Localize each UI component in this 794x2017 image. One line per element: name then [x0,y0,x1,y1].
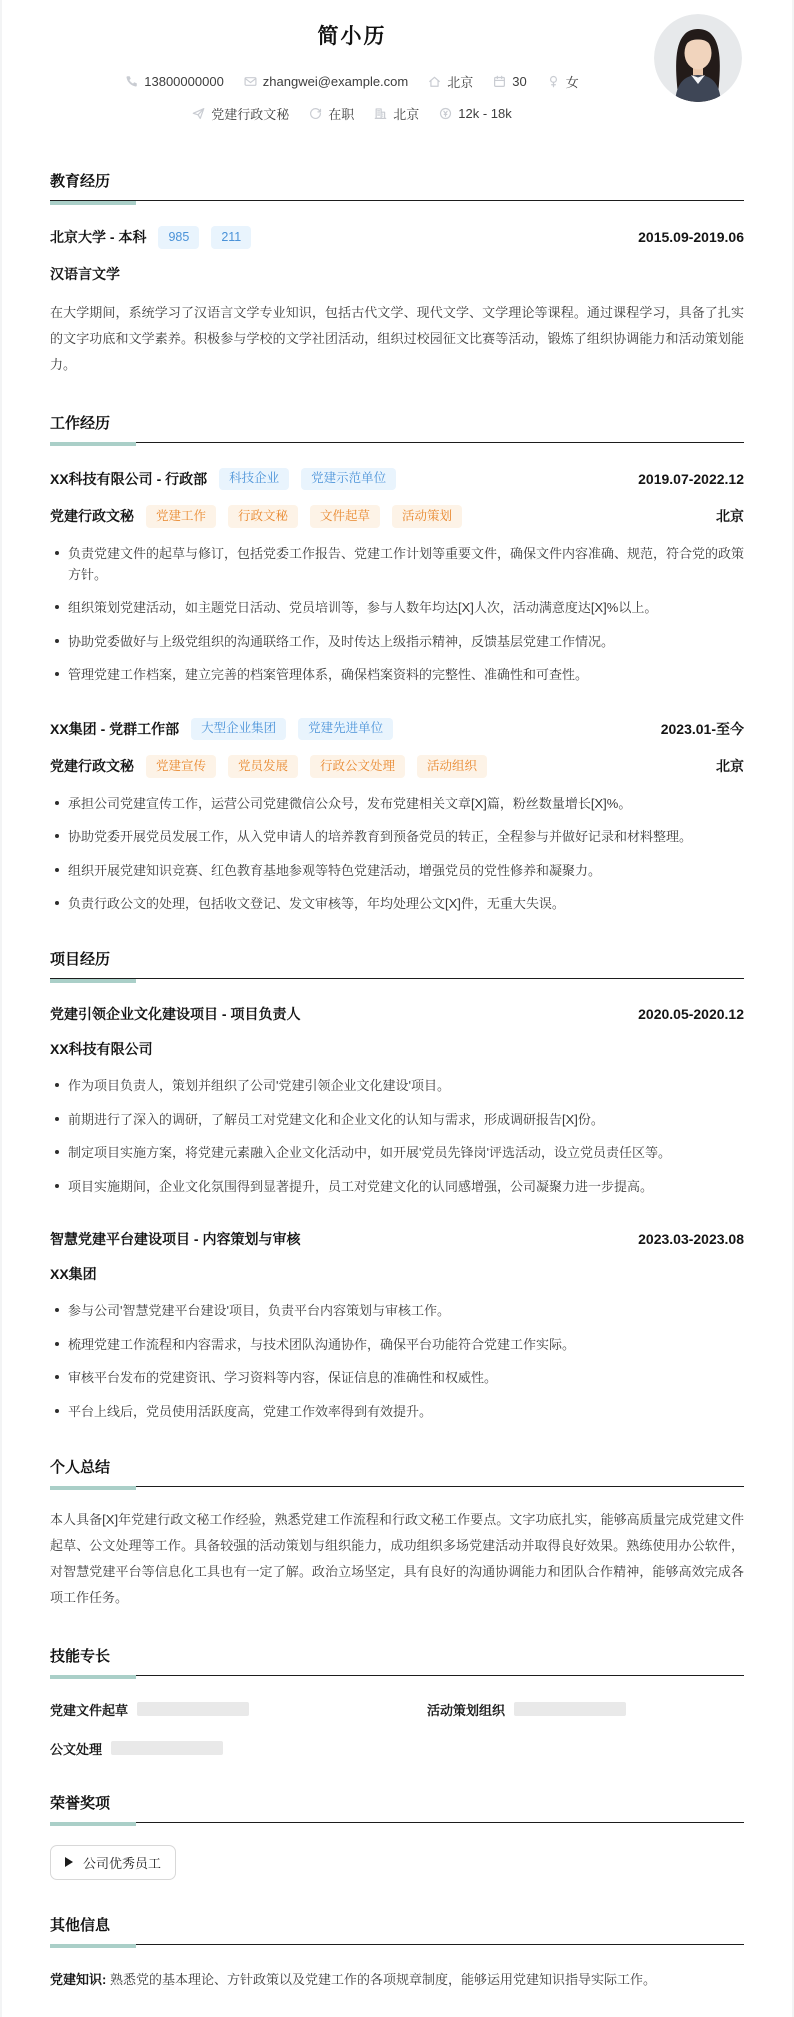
project-date: 2020.05-2020.12 [638,1006,744,1023]
other-info-label: 党建知识: [50,1971,107,1987]
paper-plane-icon [192,107,205,120]
honors-heading [50,1792,744,1823]
education-description: 在大学期间，系统学习了汉语言文学专业知识，包括古代文学、现代文学、文学理论等课程。通过课程学习，具备了扎实的文字功底和文学素养。积极参与学校的文学社团活动，组织过校园征文比赛等活动，锻炼了组织协调能力和活动策划能力。 [50,304,744,372]
education-entry-header [50,226,744,249]
section-projects [50,948,744,1422]
salary-icon [439,107,452,120]
work-city-value: 北京 [393,107,420,122]
education-title: 教育经历 [50,173,111,190]
company-tag: 科技企业 [219,468,289,491]
location-value: 北京 [447,75,474,90]
project-entry-2 [50,1229,744,1422]
age-item [493,74,526,89]
role-name: 党建行政文秘 [50,758,134,775]
other-heading [50,1914,744,1945]
work-entry-2 [50,718,744,915]
section-education [50,170,744,378]
work-bullets [50,543,744,686]
bullet-item: 项目实施期间，企业文化氛围得到显著提升，员工对党建文化的认同感增强，公司凝聚力进一步提高。 [50,1176,744,1197]
header-info [50,12,654,136]
work-location: 北京 [716,758,744,775]
avatar [654,14,742,102]
summary-title: 个人总结 [50,1458,111,1476]
project-bullets [50,1300,744,1422]
work-city-item [374,104,419,123]
honor-chip[interactable] [50,1845,176,1880]
gender-icon [547,75,560,88]
project-date: 2023.03-2023.08 [638,1231,744,1248]
role-tag: 活动策划 [392,505,462,528]
location-item [428,72,473,91]
skills-grid [50,1700,744,1758]
school-tag-211: 211 [211,226,251,249]
project-org: XX集团 [50,1266,97,1283]
job-status-value: 在职 [328,107,355,122]
section-work [50,412,744,915]
job-status-item [309,104,354,123]
skill-item [427,1700,744,1719]
resume-header [50,12,744,136]
section-skills [50,1645,744,1758]
phone-icon [125,75,138,88]
summary-text: 本人具备[X]年党建行政文秘工作经验，熟悉党建工作流程和行政文秘工作要点。文字功底扎实，能够高质量完成党建文件起草、公文处理等工作。具备较强的活动策划与组织能力，成功组织多场党建活动并取得良好效果。熟练使用办公软件，对智慧党建平台等信息化工具也有一定了解。政治立场坚定，具有良好的沟通协调能力和团队合作精神，能够高效完成各项工作任务。 [50,1511,744,1605]
bullet-item: 组织策划党建活动，如主题党日活动、党员培训等，参与人数年均达[X]人次，活动满意度达[X]%以上。 [50,597,744,618]
section-summary [50,1456,744,1611]
project-name: 党建引领企业文化建设项目 - 项目负责人 [50,1006,301,1023]
contact-row-2 [50,104,654,123]
company-tag: 大型企业集团 [191,718,286,741]
project-bullets [50,1075,744,1197]
company-name: XX集团 - 党群工作部 [50,720,180,737]
bullet-item: 制定项目实施方案，将党建元素融入企业文化活动中，如开展'党员先锋岗'评选活动，设立党员责任区等。 [50,1142,744,1163]
play-icon [65,1857,73,1867]
salary-item [439,106,511,121]
other-title: 其他信息 [50,1916,111,1934]
work-bullets [50,793,744,915]
bullet-item: 梳理党建工作流程和内容需求，与技术团队沟通协作，确保平台功能符合党建工作实际。 [50,1334,744,1355]
section-other [50,1914,744,1993]
calendar-icon [493,75,506,88]
skill-name: 活动策划组织 [427,1702,506,1718]
gender-item [547,72,579,91]
email-value: zhangwei@example.com [262,74,409,89]
work-date: 2019.07-2022.12 [638,470,744,487]
role-name: 党建行政文秘 [50,508,134,525]
school-name: 北京大学 - 本科 [50,229,147,246]
projects-title: 项目经历 [50,951,111,969]
bullet-item: 平台上线后，党员使用活跃度高，党建工作效率得到有效提升。 [50,1401,744,1422]
company-tag: 党建示范单位 [301,468,396,491]
skill-item [50,1739,367,1758]
phone-value: 13800000000 [144,74,224,89]
bullet-item: 管理党建工作档案，建立完善的档案管理体系，确保档案资料的完整性、准确性和可查性。 [50,664,744,685]
building-icon [374,107,387,120]
role-tag: 党员发展 [228,755,298,778]
projects-heading [50,948,744,979]
work-location: 北京 [716,508,744,525]
job-intention-value: 党建行政文秘 [211,107,290,122]
skill-bar [111,1741,223,1755]
skill-item [50,1700,367,1719]
work-date: 2023.01-至今 [660,720,744,737]
section-honors [50,1792,744,1880]
bullet-item: 前期进行了深入的调研，了解员工对党建文化和企业文化的认知与需求，形成调研报告[X]份。 [50,1109,744,1130]
work-entry-1 [50,468,744,686]
other-info-line [50,1967,744,1993]
job-intention-item [192,104,289,123]
honor-label: 公司优秀员工 [83,1855,162,1871]
skill-name: 党建文件起草 [50,1702,129,1718]
bullet-item: 参与公司'智慧党建平台建设'项目，负责平台内容策划与审核工作。 [50,1300,744,1321]
contact-row-1 [50,72,654,91]
email-item [244,74,408,89]
work-title: 工作经历 [50,414,111,432]
education-heading [50,170,744,201]
mail-icon [244,75,257,88]
company-name: XX科技有限公司 - 行政部 [50,470,208,487]
role-tag: 活动组织 [417,755,487,778]
bullet-item: 承担公司党建宣传工作，运营公司党建微信公众号，发布党建相关文章[X]篇，粉丝数量增长[X]%。 [50,793,744,814]
project-org: XX科技有限公司 [50,1041,153,1058]
work-heading [50,412,744,443]
bullet-item: 作为项目负责人，策划并组织了公司'党建引领企业文化建设'项目。 [50,1075,744,1096]
bullet-item: 协助党委做好与上级党组织的沟通联络工作，及时传达上级指示精神，反馈基层党建工作情况。 [50,631,744,652]
bullet-item: 负责行政公文的处理，包括收文登记、发文审核等，年均处理公文[X]件，无重大失误。 [50,893,744,914]
role-tag: 行政公文处理 [310,755,405,778]
skills-heading [50,1645,744,1676]
status-icon [309,107,322,120]
home-icon [428,75,441,88]
bullet-item: 审核平台发布的党建资讯、学习资料等内容，保证信息的准确性和权威性。 [50,1367,744,1388]
skills-title: 技能专长 [50,1647,111,1665]
phone-item [125,74,224,89]
bullet-item: 负责党建文件的起草与修订，包括党委工作报告、党建工作计划等重要文件，确保文件内容准确、规范，符合党的政策方针。 [50,543,744,586]
honors-title: 荣誉奖项 [50,1794,111,1812]
candidate-name: 简小历 [317,25,387,48]
gender-value: 女 [565,75,579,90]
salary-value: 12k - 18k [458,106,512,121]
skill-bar [514,1702,626,1716]
project-name: 智慧党建平台建设项目 - 内容策划与审核 [50,1231,301,1248]
skill-name: 公文处理 [50,1741,103,1757]
project-entry-1 [50,1004,744,1197]
other-info-text: 熟悉党的基本理论、方针政策以及党建工作的各项规章制度，能够运用党建知识指导实际工作。 [109,1971,656,1987]
school-tag-985: 985 [158,226,199,249]
company-tag: 党建先进单位 [298,718,393,741]
role-tag: 文件起草 [310,505,380,528]
skill-bar [137,1702,249,1716]
role-tag: 党建工作 [146,505,216,528]
role-tag: 党建宣传 [146,755,216,778]
major-name: 汉语言文学 [50,265,120,282]
role-tag: 行政文秘 [228,505,298,528]
education-entry [50,226,744,378]
summary-heading [50,1456,744,1487]
age-value: 30 [512,74,527,89]
education-date: 2015.09-2019.06 [638,229,744,246]
bullet-item: 协助党委开展党员发展工作，从入党申请人的培养教育到预备党员的转正，全程参与并做好记录和材料整理。 [50,826,744,847]
avatar-photo [654,14,742,102]
bullet-item: 组织开展党建知识竞赛、红色教育基地参观等特色党建活动，增强党员的党性修养和凝聚力。 [50,860,744,881]
